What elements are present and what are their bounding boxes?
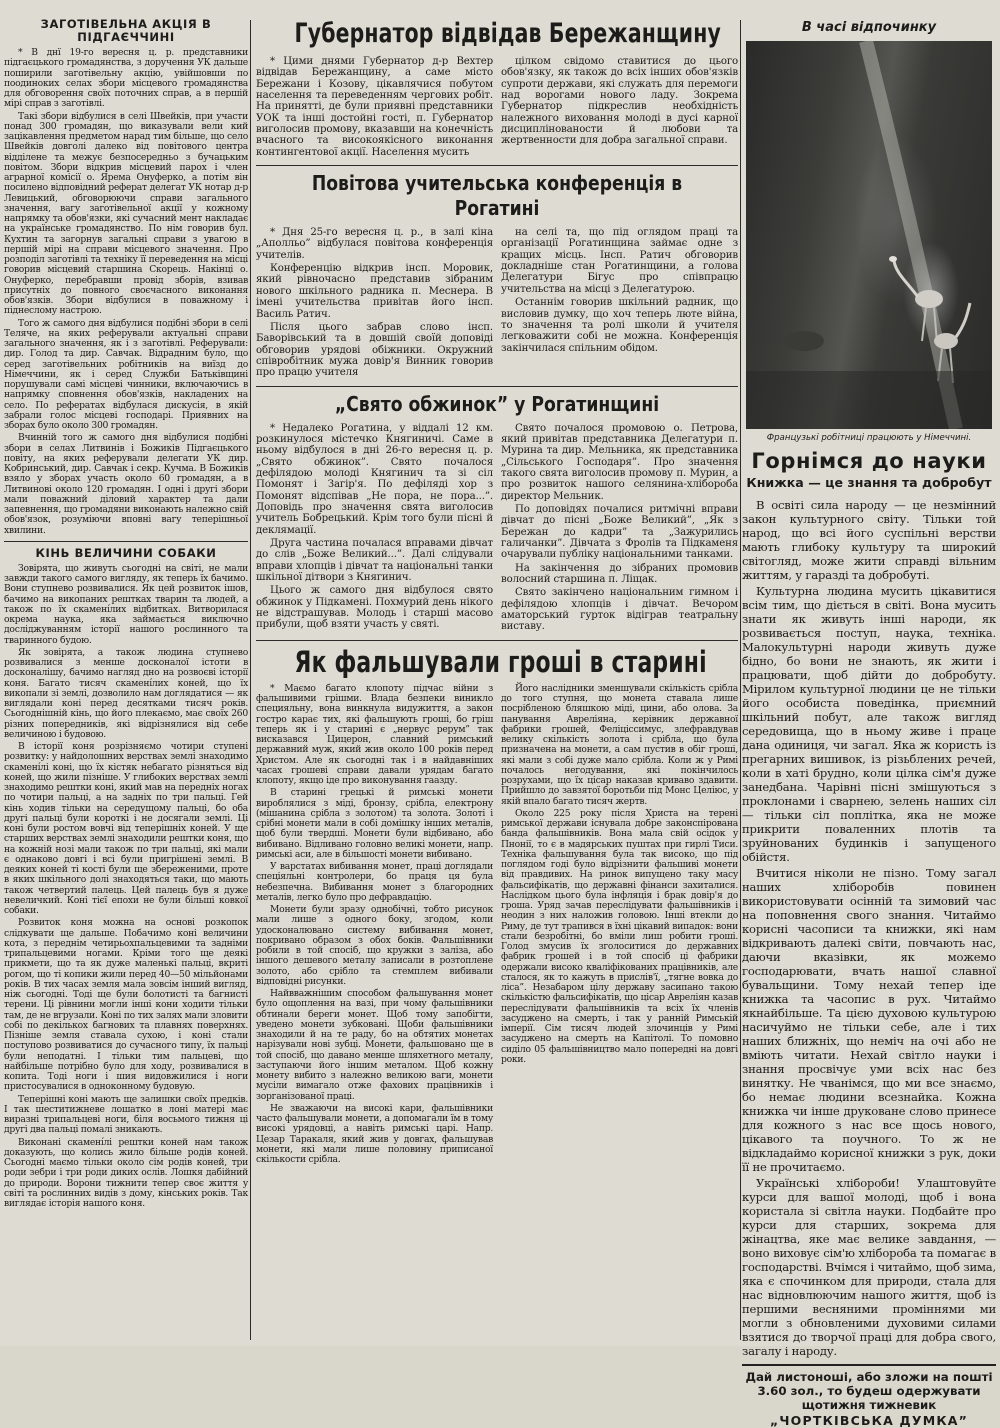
article-teachers-left	[256, 227, 493, 380]
paragraph: * Маємо багато клопоту підчас війни з фальшивими грішми. Влада безпеки виникло специяльну, вона винкнула видужиття, а закон гостро карає тих, які фальшують гроші, бо гріш теперь як і у старині є „нервус рерум” так висказався Цицерон, славний римський державний муж, який жив около 100 років перед Христом. Але як сьогодні так і в найдавніших часах грошеві справи давали урядам багато клопоту, якщо іде про виконування гаазду.	[256, 682, 493, 786]
paragraph: * Недалеко Рогатина, у віддалі 12 км. розкинулося містечко Княгиничі. Саме в ньому відбулося в дні 26-го вересня ц. р. „Свято обжинок”. Свято почалося дефілядою молоді Княгинич та зі сіл Помонят і Загір'я. По дефіляді хор з Помонят відспівав „Не пора, не пора...”. Доповідь про значення свята виголосив учитель Бобрецький. Крім того були пісні й деклямації.	[256, 422, 493, 536]
photo-workers	[746, 41, 992, 429]
ad-text: Дай листоноші, або зложи на пошті 3.60 зол., то будеш одержувати щотижня тижневик	[745, 1370, 993, 1412]
divider	[256, 165, 738, 166]
paragraph: На закінчення до зібраних промовив волосний старшина п. Ліщак.	[501, 562, 738, 586]
headline-obzhynky: „Свято обжинок” у Рогатинщині	[334, 391, 660, 416]
article-teachers	[256, 227, 738, 380]
paragraph: Того ж самого дня відбулися подібні збори в селі Теляче, на яких реферували актуальні справи загального значення, як і з заготівлі. Реферували: дир. Голод та дир. Савчак. Відрадним було, що серед заготівельних робітників на виїзд до Німеччини, як і серед Служби Батьківщині порушували самі місцеві чинники, включаючись в напрямку сповнення обов'язків, накладених на село. По рефератах відбулася дискусія, в якій забрали голос місцеві господарі. Приявних на зборах було около 300 громадян.	[4, 317, 248, 431]
article-money-right	[501, 684, 738, 1168]
paragraph: Теперішні коні мають ще залишки своїх предків. І так шеститижневе лошатко в лоні матері має виразні трипальцеві ноги, біля восьмого тижня ці другі два пальці помалі зникають.	[4, 1093, 248, 1136]
paragraph: Зовірята, що живуть сьогодні на світі, не мали завжди такого самого вигляду, як теперь їх бачимо. Вони ступнево розвивалися. Як цей розвиток ішов, бачимо на викопаних рештках тварин та людей, а також по їх скамені́лих відбитках. Витворилася окрема наука, яка займається виключно досліджуванням історії нашого рослинного та тваринного будою.	[4, 562, 248, 646]
paragraph: Найвважнішим способом фальшування монет було ощоплення на вазі, при чому фальшівники обтинали береги монет. Щоб тому запобігти, уведено монети зубковані. Щоби фальшівники знаходили й на те раду, бо на обтятих монетах нарізували нові зубці. Монети, фальшовано ще в той спосіб, що давано менше шляхетного металу, заступаючи його іншим металом. Щоб кожну монету вибито з належно великою ваги, монети мусіли вимагало отже фахових працівників і зорганізованої праці.	[256, 988, 493, 1102]
photo-caption: Французькі робітниці працюють у Німеччині.	[766, 433, 972, 443]
paragraph: По доповідях почалися ритмічні вправи дівчат до пісні „Боже Великий”, „Як з Бережан до кадри” та „Зажурились галичанки”. Дівчата з Фролів та Підкаменя очарували публіку національними танками.	[501, 503, 738, 561]
paragraph: * Цими днями Губернатор д-р Вехтер відвідав Бережанщину, а саме місто Бережани і Козову, цікавлячися побутом населення та переведенням чергових робіт. На принятті, де були приявні представники УОК та інші достойні гості, п. Губернатор виголосив промову, вказавши на конечність вчасного та високоякісного виконання контингентової акції. Населення мусить	[256, 56, 493, 158]
article-governor-left	[256, 56, 493, 160]
paragraph: Його наслідники зменшували скількість срібла до того ступня, що монета ставала лише посрібленою бляшкою міді, цини, або олова. За панування Авреліяна, керівник державної фабрики грошей, Феліціссимус, злефравдував велику скількість золота і срібла, що була призначена на монети, а сам пустив в обіг гроші, які мали з собі дуже мало срібла. Коли ж у Римі почалось негодування, які покінчилось розрухами, що їх цісар наказав криваво здавити. Прийшло до завзятої боротьби під Монс Целіюс, у якій впало багато тисяч жертв.	[501, 682, 738, 807]
subscription-ad	[742, 1364, 996, 1428]
article-governor	[256, 56, 738, 160]
article-obzhynky	[256, 423, 738, 635]
headline-teachers: Повітова учительська конференція в Рогатині	[311, 171, 683, 221]
article-title-zahotivelna: ЗАГОТІВЕЛЬНА АКЦІЯ В ПІДГАЄЧЧИНІ	[40, 17, 212, 44]
column-rule	[250, 20, 251, 1340]
left-column	[4, 18, 248, 1211]
paragraph: Останнім говорив шкільний радник, що висловив думку, що хоч теперь люте війна, то значення та ролі школи й учителя легковажити собі не можна. Конференція закінчилася спільним обідом.	[501, 297, 738, 354]
paragraph: Свято почалося промовою о. Петрова, який привітав представника Делегатури п. Мурина та дир. Мельника, як представника „Сільського Господаря”. Про значення такого свята виголосив промову п. Мурин, а про розвиток нашого селянина-хлібороба директор Мельник.	[501, 422, 738, 502]
paragraph: Вчитися ніколи не пізно. Тому загал наших хліборобів повинен використовувати осінній та зимовий час на поповнення свого знання. Читаймо корисні часописи та книжки, які нам відкривають далекі світи, повчають нас, даючи вказівки, як можемо господарювати, вчать нашої славної бувальщини. Тому нехай тепер іде книжка та часопис в рух. Читаймо якнайбільше. Та цією духовою культурою насичуймо не тільки себе, але і тих наших ближніх, що неміч на очі або не вміють читати. Нехай світло науки і знання просвічує уми всіх нас без винятку. Не чванімся, що ми все знаємо, бо немає людини всезнайка. Кожна книжка чи інше друковане слово принесе для кожного з нас все щось нового, цікавого та поучного. То ж не відкладаймо корисної книжки з рук, доки її не прочитаємо.	[742, 866, 996, 1174]
paragraph: Цього ж самого дня відбулося свято обжинок у Підкамені. Похмурий день нікого не відстрашував. Молодь і старші масово прибули, щоб взяти участь у святі.	[256, 585, 493, 631]
paragraph: Розвиток коня можна на основі розкопок слідкувати ще дальше. Побачимо коні величини кота, з переднім четирьохпальцевими та задніми трипальцевими ногами. Кріми того ще деякі прикмети, що та як дуже маленькі пальці, вкриті рогом, що ті копики жили перед 40—50 мільйонами років. В тих часах земля мала зовсім інший вигляд, ніж сьогодні. Тоді ще були болотисті та багнисті терени. Ці рівнини могли інші кони ходити тільки там, де не вгрузали. Коні по тих залях мали зловити собі по декількох багнових та плавнях поверхнях. Пізніше земля ставала сухою, і коні стали поступово розвиватися до сучасного типу, їх пальці були неподатні. І тільки тим пальцеві, що найбільше потрібно було для ходу, розвивалися в копита. Тоді ноги і шия видовжилися і ноги пристосувалися в одноконному будовую.	[4, 917, 248, 1093]
paragraph: Монети були зразу однобічні, тобто рисунок мали лише з одного боку, згодом, коли удосконалювано систему вибивання монет, покривано образом з обох боків. Фальшівники робили в той спосіб, що кружки з заліза, або іншого дешевого металу записали в розтоплене золото, або срібло та стемплем вибивали відповідні рисунки.	[256, 904, 493, 987]
paragraph: Вчинній того ж самого дня відбулися подібні збори в селах Литвинів і Божиків Підгаєцького повіту, на яких реферували делегати УК дир. Кобринський, дир. Савчак і секр. Кучма. В Божиків взяло у зборах участь около 60 громадян, а в Литвиновi около 120 громадян. І одні і другі збори мали поважний діловий характер та дали запевнення, що громадяни виконають належно свій обов'язок, розуміючи вповні вагу теперішньої хвилини.	[4, 432, 248, 536]
paragraph: Виконані скамені́лі рештки коней нам також доказують, що колись жило більше родів коней. Сьогодні маємо тільки около сім родів коней, три роди зебри і три роди диких ослів. Лошкя дабійний до природи. Ворони тижнити тепер своє життя у світі та рослинних видів з дому, кінських років. Так виглядає історія нашого коня.	[4, 1136, 248, 1209]
paragraph: Конференцію відкрив інсп. Моровик, який рівночасно представив зібраним нового шкільного радника п. Меснера. В імені учительства привітав його інсп. Василь Ратич.	[256, 263, 493, 320]
right-column	[742, 18, 996, 1428]
paragraph: Свято закінчено національним гимном і дефілядою хлопців і дівчат. Вечором аматорський гурток відіграв театральну виставу.	[501, 587, 738, 633]
paragraph: В освіті сила народу — це незмінний закон культурного світу. Тільки той народ, що всі його суспільні верстви мають глибоку культуру та широкий світогляд, може жити справді вільним життям, у гаразді та добробуті.	[742, 498, 996, 582]
article-title-kin: КІНЬ ВЕЛИЧИНИ СОБАКИ	[35, 545, 217, 560]
paragraph: В історії коня розрізняємо чотири ступені розвитку: у найдолошних верствах землі знаходимо скамені́лі коні, що їх кістяк небагато різняться від коней, що жили пізніше. У глибоких верствах землі знаходимо рештки коні, який мав на передніх ногах по чотири пальці, а на задніх по три пальці. Гей кінь ходив тільки на середущому пальці, бо оба другі пальці були короткі і не досягали землі. Ці коні були ростом вовчі від теперішніх коней. У ще старших верствах землі знаходили рештки коня, що на кожній нозі мали також по три пальці, які мали є однаково довгі і всі були пригрішені землі. В деяких коней ті кості були ще збереженими, проте в яких шкільного долі знаходяться таки, що мають також четвертий палець. Цей палець був я дуже невеличкий. Коні тієї епохи не були більші ковкої собаки.	[4, 741, 248, 916]
photo-title: В часі відпочинку	[801, 20, 937, 35]
divider	[4, 541, 248, 542]
headline-governor: Губернатор відвідав Бережанщину	[294, 18, 721, 49]
article-body-kin	[4, 564, 248, 1210]
paragraph: Як зовірята, а також людина ступнево розвивалися з менше досконалої істоти в досконалішу, бачимо нагляд дно на розвоєві історії коня. Багато тисяч скамені́лих коней, що їх викопали зі землі, дозволило нам доглядатися — як виглядали коні перед десятками тисяч років. Сьогоднішній кінь, що його плекаємо, має своїх 260 різних попередників, які відрізнялися від себе величиною і будовою.	[4, 646, 248, 740]
paragraph: В старині грецькі й римські монети вироблялися з міді, бронзу, срібла, електрону (мішанина срібла з золотом) та золота. Золоті і срібні монети мали в собі домішку інших металів, щоб були твердші. Монети були відбивано, або вибивано. Відливано головно великі монети, напр. римські аси, але в більшості монети вибивано.	[256, 787, 493, 860]
article-money	[256, 684, 738, 1168]
paragraph: Не зважаючи на високі кари, фальшівники часто фальшували монети, а допомагали їм в тому високі урядовці, а навіть римські царі. Напр. Цезар Таракаля, який жив у довгах, фальшував монети, які мали лише половину приписаної скількости срібла.	[256, 1102, 493, 1165]
paragraph: * Дня 25-го вересня ц. р., в залі кіна „Аполльо” відбулася повітова конференція учителів.	[256, 227, 493, 261]
paragraph: Около 225 року після Христа на терені римської держави існувала добре законспірована банда фальшівників. Вона мала свій осідок у Пнонії, то є в мадярських пуштах при гирлі Тиси. Техніка фальшування була так високо, що під поглядом годі було відрізнити фальшиві монети від правдивих. На ринок випущено таку масу фальсифікатів, що державні фінанси захиталися. Наслідком цього була інфляція і брак довір'я до гроша. Уряд зачав переслідувати фальшівників і неодин з них наложив головою. Інші втекли до Риму, де тут трапився в їхні цікавий випадок: вони стали безробітні, бо вміли лиш робити гроші. Голод змусив їх зголоситися до державних фабрик грошей і в той спосіб ці фабрики одержали високо кваліфікованих працівників, але сталося, як то кажуть в прислів'ї, „тягне вовка до ліса”. Незабаром цілу державу засипано такою скількістю фальсифікатів, що цісар Авреліян казав переслідувати фальшівників та всіх їх членів засуджено на смерть, і так у ранній Римській імперії. Сім тисяч людей злочинців у Римі засуджено на смерть на Капітолі. То помовно сиділо 05 фальшівництво мало попередні на довгі роки.	[501, 807, 738, 1065]
subheadline-science: Книжка — це знання та добробут	[746, 475, 992, 490]
article-body-zahotivelna	[4, 48, 248, 536]
divider	[256, 640, 738, 641]
article-obzhynky-right	[501, 423, 738, 635]
article-money-left	[256, 684, 493, 1168]
article-body-science	[742, 498, 996, 1358]
photo-figures-icon	[746, 41, 992, 429]
paragraph: Після цього забрав слово інсп. Баворівський та в довшій своїй доповіді обговорив урядові обіжники. Окружний співробітник мужа довір'я Винник говорив про працю учителя	[256, 321, 493, 379]
column-rule	[740, 20, 741, 1340]
ad-paper-name: „ЧОРТКІВСЬКА ДУМКА”	[769, 1413, 969, 1428]
article-obzhynky-left	[256, 423, 493, 635]
paragraph: цілком свідомо ставитися до цього обов'язку, як також до всіх інших обов'язків супроти держави, які служать для перемоги над ворогами нового ладу. Зокрема Губернатор підкреслив необхідність належного виховання молоді в дусі карної дисциплінованости й любови та жертвенности для добра загальної справи.	[501, 56, 738, 147]
headline-science: Горнімся до науки	[751, 449, 987, 473]
paragraph: Друга частина почалася вправами дівчат до слів „Боже Великий...”. Далі слідували вправи хлопців і дівчат та національні танки шкільної дітвори з Княгинич.	[256, 538, 493, 584]
paragraph: Українські хлібороби! Улаштовуйте курси для вашої молоді, щоб і вона користала зі світла науки. Подбайте про курси для старших, зокрема для жінацтва, яке має велике завдання, — воно виховує сім'ю хлібороба та помагає в господарстві. Вчімся і читаймо, щоб зима, яка є спочинком для природи, стала для нас відновлюючим нашого життя, щоб із першими весняними проміннями ми могли з обновленими духовими силами взятися до творчої праці для добра свого, загалу і народу.	[742, 1176, 996, 1358]
headline-money: Як фальшували гроші в старині	[294, 644, 707, 679]
paragraph: У варстатах вибивання монет, праці доглядали спеціяльні контролери, бо праця ця була небезпечна. Вибивання монет з благородних металів, легко було про дефравдацію.	[256, 861, 493, 903]
center-columns	[256, 18, 738, 1167]
paragraph: Культурна людина мусить цікавитися всім тим, що діється в світі. Вона мусить знати як живуть інші народи, як розвивається поступ, наука, техніка. Малокультурні народи живуть дуже бідно, бо вони не знають, як жити і працювати, щоб дійти до добробуту. Мірилом культурної людини це не тільки його особиста поведінка, приємний шкільний побут, але також вигляд середовища, що в ньому живе і праце дана одиниця, чи загал. Яка ж користь із прегарних вишивок, із різьблених речей, коли в хаті брудно, коли цілка сім'я дуже занедбана. Чарівні пісні змішуються з проклонами і сварнею, зелень наших сіл — тільки сіл поплітка, яка не може прикрити поваленних плотів та зруйнованих будинків і запущеного обійстя.	[742, 584, 996, 864]
article-teachers-right	[501, 227, 738, 380]
article-governor-right	[501, 56, 738, 160]
paragraph: Такі збори відбулися в селі Швейків, при участи понад 300 громадян, що виказували вели кий зацікавлення предметом нарад тим більше, що село Швейків довголі далеко від повітового центра відділене та межує безпосередньо з бучацьким повітом. Збори відкрив місцевий парох і член аграрної комісії о. Ярема Онуферко, а потім він посилено відповідний реферат делегат УК нотар д-р Левицький, обговорюючи справи загального значення, вагу заготівельної акції у кожному напрямку та обов'язки, які сучасний мент накладає на українське громадянство. По нім говорив бул. Кухтин та загорнув загальні справи з увагою в першій мірі на справи місцевого значення. Про розподіл заготівлі та техніку її переведення на місці говорив місцевий старшина Скорець. Накінці о. Онуферко, перебравши провід зборів, взивав присутніх до повного своєчасного виконання обов'язків. Збори відбулися в поважному і піднеслому настрою.	[4, 110, 248, 317]
divider	[256, 386, 738, 387]
paragraph: * В днї 19-го вересня ц. р. представники підгаєцького громадянства, з доручення УК дальше поширили заготівельну акцію, увійшовши по поодиноких селах збори місцевого громадянства для обговорення своїх поточних справ, а в першій мірі справ з заготівлі.	[4, 47, 248, 110]
paragraph: на селі та, що під оглядом праці та організації Рогатинщина займає одне з кращих місць. Інсп. Ратич обговорив докладніше стан Рогатинщини, а голова Делегатури Бігус про співпрацю учительства на місці з Делегатурою.	[501, 227, 738, 295]
